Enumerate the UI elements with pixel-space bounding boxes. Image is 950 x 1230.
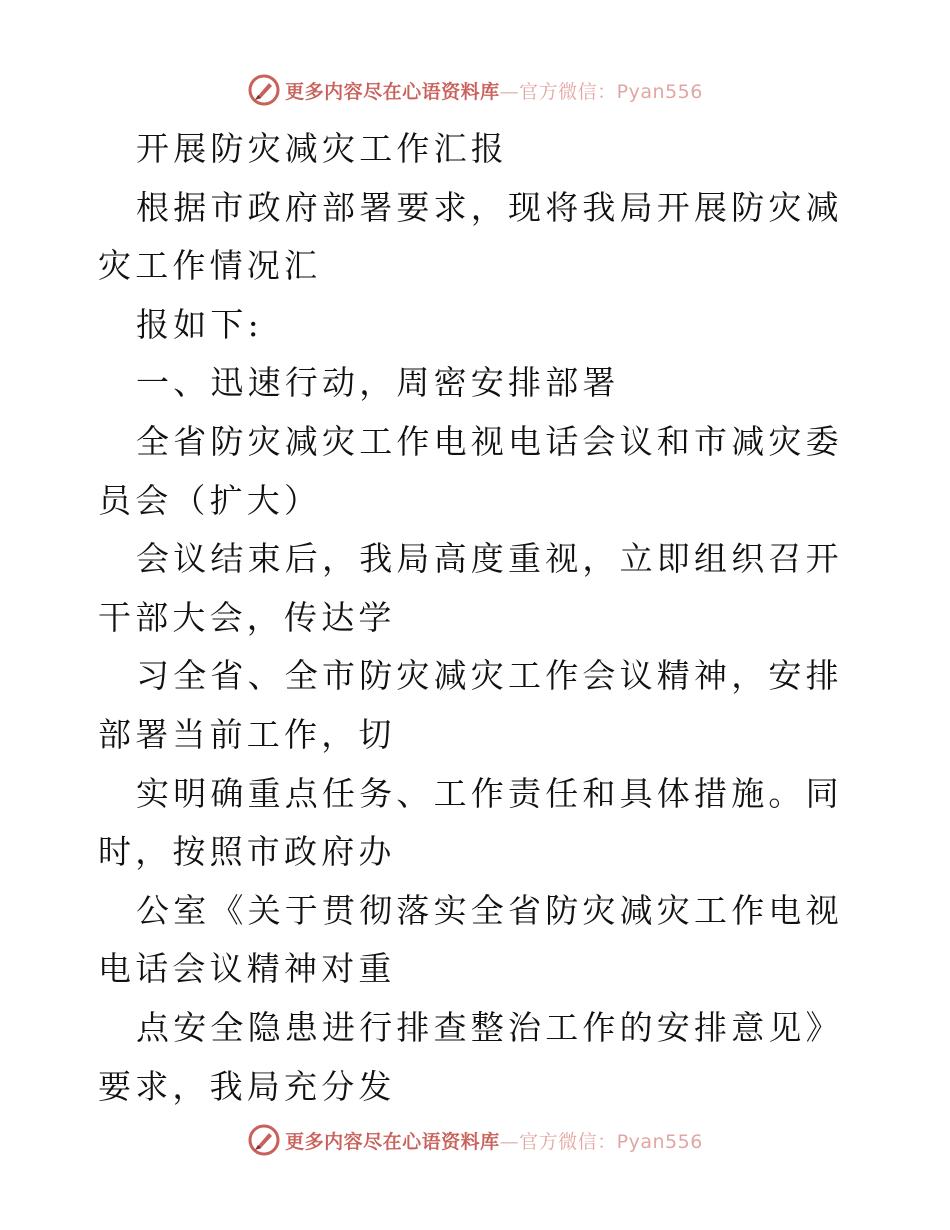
- document-paragraph: 全省防灾减灾工作电视电话会议和市减灾委员会（扩大）: [98, 421, 843, 520]
- document-paragraph: 公室《关于贯彻落实全省防灾减灾工作电视电话会议精神对重: [98, 890, 843, 989]
- watermark-text: [285, 1127, 703, 1154]
- document-paragraph: 实明确重点任务、工作责任和具体措施。同时，按照市政府办: [98, 773, 843, 872]
- footer-watermark: [0, 1120, 950, 1160]
- document-paragraph: 会议结束后，我局高度重视，立即组织召开干部大会，传达学: [98, 539, 843, 637]
- section-heading: 一、迅速行动，周密安排部署: [136, 363, 620, 403]
- watermark-separator: —: [499, 80, 520, 103]
- document-body: [98, 120, 854, 1116]
- document-paragraph: 根据市政府部署要求，现将我局开展防灾减灾工作情况汇: [98, 187, 843, 286]
- pen-nib-circle-icon: [247, 73, 281, 107]
- watermark-brand: 更多内容尽在心语资料库: [285, 1130, 500, 1153]
- watermark-brand: 更多内容尽在心语资料库: [285, 80, 500, 103]
- watermark-text: [285, 77, 703, 104]
- header-watermark: [0, 70, 950, 110]
- document-paragraph: 点安全隐患进行排查整治工作的安排意见》要求，我局充分发: [98, 1007, 843, 1106]
- document-paragraph: 报如下:: [136, 304, 263, 344]
- document-paragraph: 习全省、全市防灾减灾工作会议精神，安排部署当前工作，切: [98, 656, 843, 754]
- watermark-wechat: 官方微信：Pyan556: [519, 1130, 703, 1153]
- pen-nib-circle-icon: [247, 1123, 281, 1157]
- watermark-wechat: 官方微信：Pyan556: [519, 80, 703, 103]
- watermark-separator: —: [499, 1130, 520, 1153]
- document-title: 开展防灾减灾工作汇报: [136, 129, 508, 168]
